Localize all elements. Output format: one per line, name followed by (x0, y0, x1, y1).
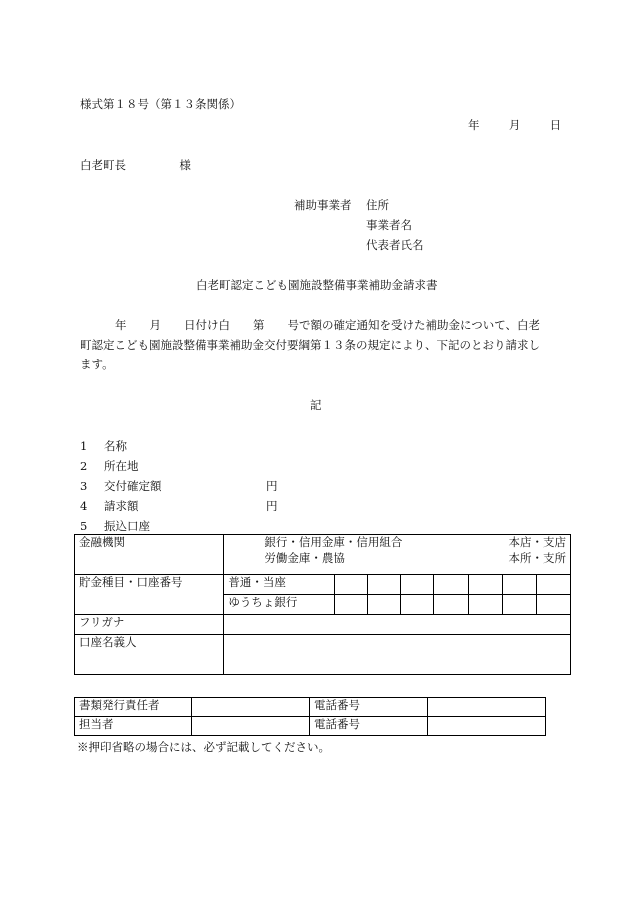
account-label: 貯金種目・口座番号 (75, 575, 224, 615)
contact-phone-field[interactable] (428, 717, 546, 736)
list-item (80, 458, 266, 474)
addressee-honorific: 様 (179, 158, 191, 172)
issuer-phone-label: 電話番号 (310, 698, 428, 717)
footnote: ※押印省略の場合には、必ず記載してください。 (77, 740, 330, 754)
body-line-2: 町認定こども園施設整備事業補助金交付要綱第１３条の規定により、下記のとおり請求し (80, 338, 540, 352)
item-number: 2 (80, 459, 88, 473)
item-number: 4 (80, 499, 88, 513)
applicant-representative-label: 代表者氏名 (366, 238, 424, 252)
account-digit-box[interactable] (434, 595, 468, 615)
bank-account-table (74, 534, 571, 675)
institution-label: 金融機関 (75, 535, 224, 575)
issuer-name-field[interactable] (192, 698, 310, 717)
item-label: 名称 (104, 439, 127, 453)
account-digit-box[interactable] (536, 575, 570, 595)
account-digit-box[interactable] (502, 595, 536, 615)
list-item (80, 498, 278, 514)
account-digit-box[interactable] (502, 575, 536, 595)
date-year-label: 年 (468, 118, 480, 132)
account-holder-label: 口座名義人 (75, 635, 224, 675)
account-type-1[interactable]: 普通・当座 (224, 575, 335, 595)
account-digit-box[interactable] (468, 595, 502, 615)
document-title: 白老町認定こども園施設整備事業補助金請求書 (196, 278, 438, 292)
branch-types-2: 本所・支所 (508, 550, 566, 565)
date-line (468, 119, 561, 133)
issuer-label: 書類発行責任者 (75, 698, 192, 717)
item-unit: 円 (266, 499, 278, 513)
body-line-3: ます。 (80, 357, 114, 371)
contact-phone-label: 電話番号 (310, 717, 428, 736)
item-number: 3 (80, 479, 88, 493)
date-month-label: 月 (508, 118, 521, 132)
responsible-person-table (74, 697, 546, 736)
item-label: 所在地 (104, 459, 139, 473)
list-item (80, 478, 278, 494)
institution-types-1: 銀行・信用金庫・信用組合 (264, 535, 403, 549)
item-label: 振込口座 (104, 519, 150, 533)
addressee-name: 白老町長 (80, 158, 126, 172)
account-type-2[interactable]: ゆうちょ銀行 (224, 595, 335, 615)
date-day-label: 日 (549, 118, 562, 132)
issuer-phone-field[interactable] (428, 698, 546, 717)
account-digit-box[interactable] (368, 595, 401, 615)
item-number: 1 (80, 439, 88, 453)
list-item (80, 518, 266, 534)
item-label: 交付確定額 (104, 479, 162, 493)
branch-types-1: 本店・支店 (508, 535, 566, 549)
institution-cell[interactable] (224, 535, 571, 575)
item-number: 5 (80, 519, 88, 533)
contact-name-field[interactable] (192, 717, 310, 736)
applicant-address-label: 住所 (366, 198, 389, 212)
list-item (80, 438, 266, 454)
account-digit-box[interactable] (335, 575, 368, 595)
account-digit-box[interactable] (434, 575, 468, 595)
contact-label: 担当者 (75, 717, 192, 736)
applicant-business-name-label: 事業者名 (366, 218, 412, 232)
furigana-label: フリガナ (75, 615, 224, 635)
body-line-1: 年 月 日付け白 第 号で額の確定通知を受けた補助金について、白老 (115, 318, 541, 332)
addressee (80, 159, 191, 173)
account-digit-box[interactable] (368, 575, 401, 595)
ki-heading: 記 (310, 398, 322, 412)
account-digit-box[interactable] (401, 595, 434, 615)
institution-types-2: 労働金庫・農協 (264, 550, 345, 565)
applicant-heading: 補助事業者 (294, 198, 352, 212)
item-unit: 円 (266, 479, 278, 493)
account-digit-box[interactable] (335, 595, 368, 615)
account-digit-box[interactable] (536, 595, 570, 615)
account-digit-box[interactable] (468, 575, 502, 595)
form-number: 様式第１８号（第１３条関係） (80, 97, 241, 111)
item-label: 請求額 (104, 499, 139, 513)
account-holder-field[interactable] (224, 635, 571, 675)
furigana-field[interactable] (224, 615, 571, 635)
account-digit-box[interactable] (401, 575, 434, 595)
